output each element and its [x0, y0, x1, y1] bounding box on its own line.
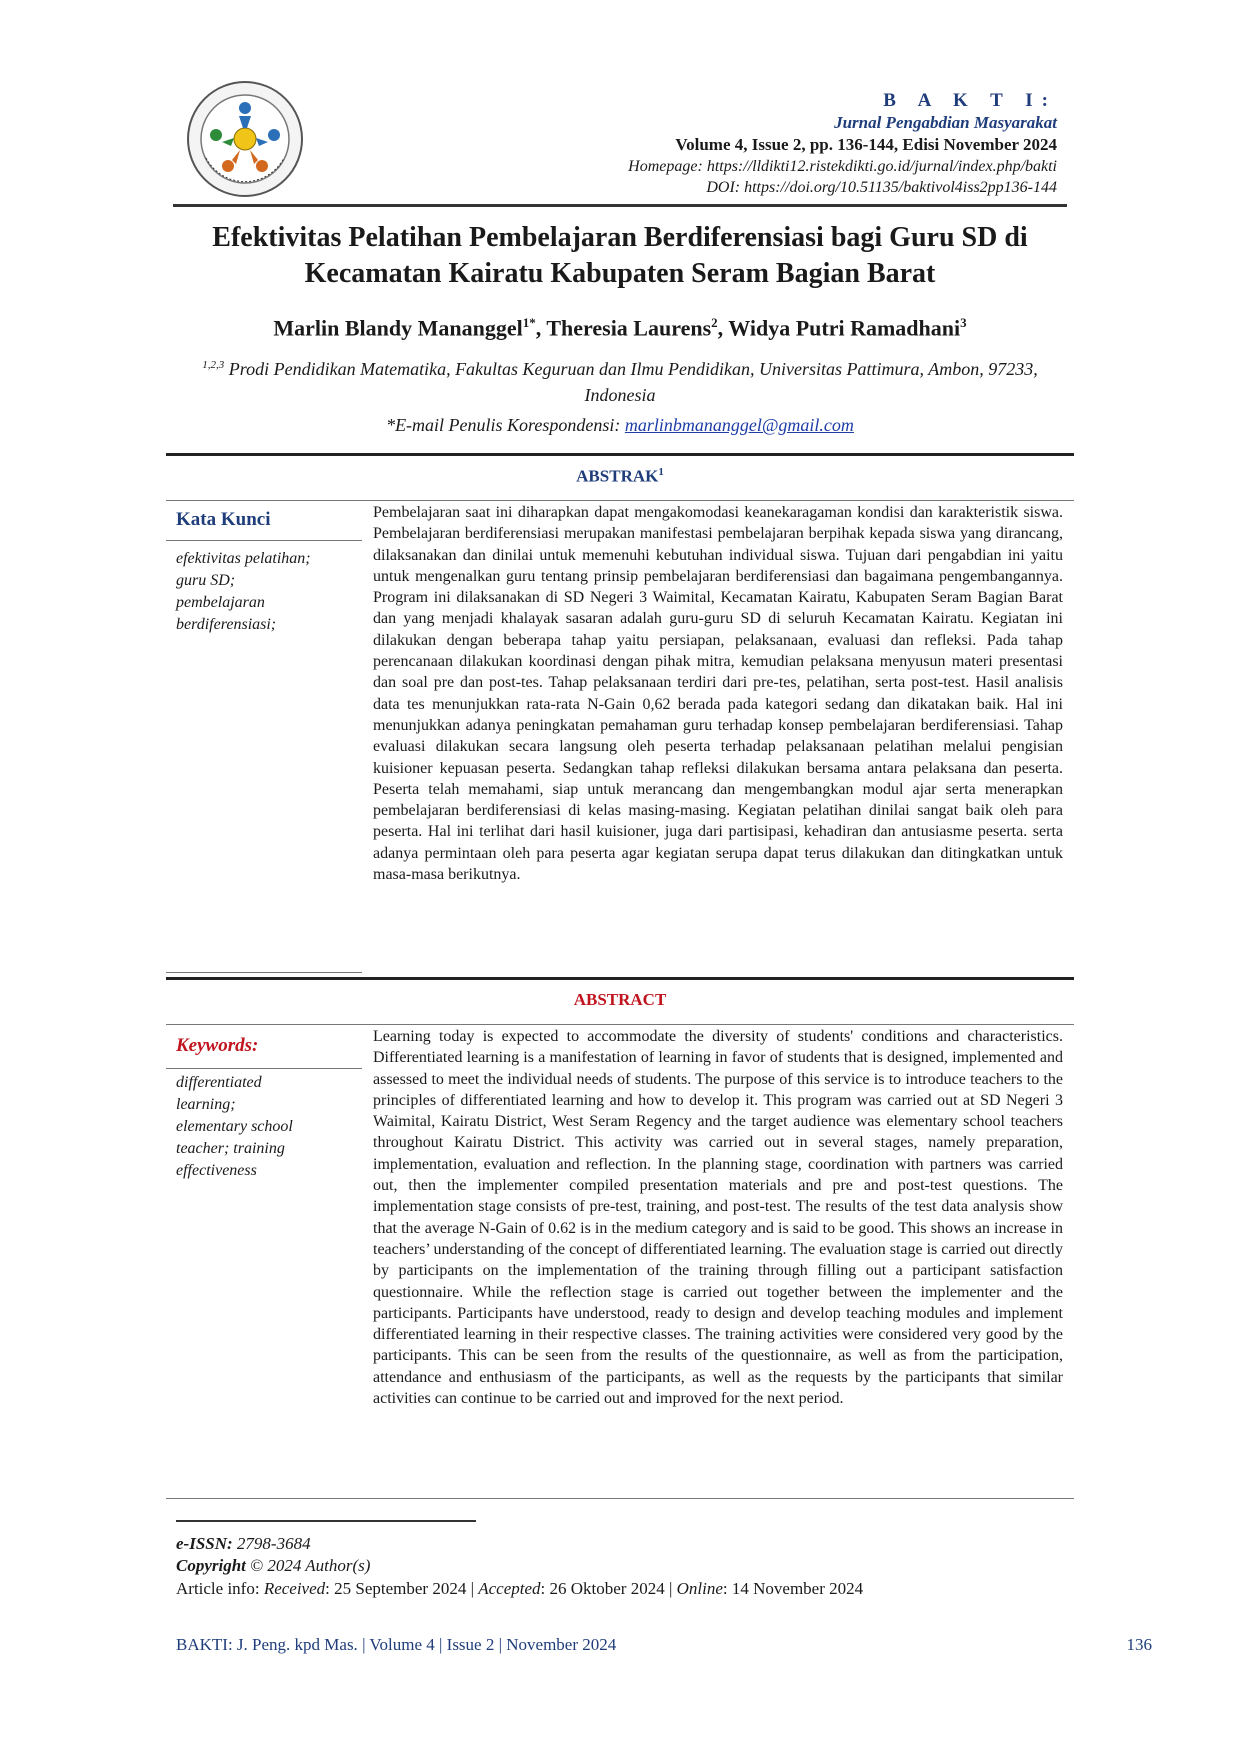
correspondence-email-link[interactable]: marlinbmananggel@gmail.com — [624, 415, 854, 435]
keywords-list — [176, 1072, 356, 1182]
received-label: Received — [263, 1579, 326, 1598]
journal-subtitle: Jurnal Pengabdian Masyarakat — [834, 113, 1057, 132]
abstract-body: Learning today is expected to accommodate the diversity of students' conditions and characteristics. Differentiated learning is a manifestation of learning in favor of students that is designed, implemented and assessed to meet the individual needs of students. The purpose of this service is to introduce teachers to the principles of differentiated learning and how to develop it. This program was carried out at SD Negeri 3 Waimital, Kairatu District, West Seram Regency and the target audience was elementary school teachers throughout Kairatu District. This activity was carried out in several stages, namely preparation, implementation, evaluation and reflection. In the planning stage, coordination with partners was carried out, then the implementer compiled presentation materials and pre and post-test questions. The implementation stage consists of pre-test, training, and post-test. The results of the test data analysis show that the average N-Gain of 0.62 is in the medium category and is said to be good. This shows an increase in teachers’ understanding of the concept of differentiated learning. The evaluation stage is carried out directly by participants on the implementation of the training through filling out a participant satisfaction questionnaire. While the reflection stage is carried out together between the implementer and the participants. Participants have understood, ready to design and develop teaching modules and implement differentiated learning in their respective classes. The training activities were considered very good by the participants. This can be seen from the results of the questionnaire, as well as from the participation, attendance and enthusiasm of the participants, as well as the requests by the participants that similar activities can continue to be carried out and improved for the next period. — [373, 1028, 1063, 1408]
footer-volume: Volume 4 — [369, 1635, 435, 1654]
keyword-item: differentiated — [176, 1074, 262, 1091]
journal-name: B A K T I: — [883, 90, 1057, 111]
doi-link[interactable]: DOI: https://doi.org/10.51135/baktivol4iss2pp136-144 — [706, 179, 1057, 196]
author-list: Marlin Blandy Mananggel$^{1*}$, Theresia Laurens$^2$, Widya Putri Ramadhani$^3$ — [273, 315, 967, 341]
article-info-label: Article info: — [176, 1579, 260, 1598]
kata-kunci-label: Kata Kunci — [176, 509, 271, 530]
kata-kunci-list — [176, 548, 356, 636]
article-info-line — [176, 1578, 863, 1600]
info-separator: | — [470, 1579, 474, 1598]
keyword-item: guru SD; — [176, 572, 236, 589]
keywords-label: Keywords: — [176, 1035, 259, 1056]
homepage-link[interactable]: Homepage: https://lldikti12.ristekdikti.go.id/jurnal/index.php/bakti — [628, 158, 1057, 175]
online-label: Online — [676, 1579, 723, 1598]
abstract-head-rule — [166, 1024, 1074, 1025]
author-name: Widya Putri Ramadhani — [728, 315, 961, 341]
abstrak-top-rule — [166, 453, 1074, 456]
footnote-divider — [176, 1520, 476, 1522]
author-sup: 1* — [522, 315, 536, 330]
keyword-item: teacher; training — [176, 1140, 285, 1157]
footer-date: November 2024 — [506, 1635, 617, 1654]
abstrak-head-rule — [166, 500, 1074, 501]
keyword-item: pembelajaran — [176, 594, 265, 611]
footer-separator: | — [439, 1635, 443, 1654]
info-separator: | — [668, 1579, 673, 1598]
issn-value: 2798-3684 — [236, 1534, 311, 1553]
page-footer — [176, 1635, 1152, 1655]
keyword-item: berdiferensiasi; — [176, 616, 277, 633]
abstrak-heading-sup: 1 — [658, 466, 664, 478]
copyright-label: Copyright — [176, 1556, 246, 1575]
page-number: 136 — [1126, 1635, 1152, 1654]
received-value: : 25 September 2024 — [325, 1579, 467, 1598]
footer-journal-ref: BAKTI: J. Peng. kpd Mas. — [176, 1635, 358, 1654]
online-value: : 14 November 2024 — [722, 1579, 864, 1598]
issn-label: e-ISSN: — [176, 1534, 233, 1553]
abstrak-bottom-rule — [166, 972, 362, 973]
keyword-item: efektivitas pelatihan; — [176, 550, 311, 567]
abstrak-heading-text: ABSTRAK — [576, 466, 659, 486]
footer-separator: | — [498, 1635, 503, 1654]
affiliation-text: Prodi Pendidikan Matematika, Fakultas Keguruan dan Ilmu Pendidikan, Universitas Pattimura, Ambon, 97233, Indonesia — [228, 359, 1038, 405]
author-name: Theresia Laurens — [546, 315, 712, 341]
accepted-label: Accepted — [478, 1579, 541, 1598]
abstract-bottom-rule — [166, 1498, 1074, 1499]
author-sup: 2 — [711, 315, 718, 330]
keyword-item: learning; — [176, 1096, 236, 1113]
correspondence — [173, 412, 1067, 438]
volume-line: Volume 4, Issue 2, pp. 136-144, Edisi November 2024 — [675, 135, 1057, 154]
author-name: Marlin Blandy Mananggel — [273, 315, 523, 341]
abstract-top-rule — [166, 977, 1074, 980]
issn-line — [176, 1533, 311, 1555]
correspondence-label: *E-mail Penulis Korespondensi: — [386, 415, 621, 435]
abstrak-heading — [166, 466, 1074, 487]
copyright-line — [176, 1555, 370, 1577]
affiliation-sup: 1,2,3 — [202, 359, 225, 371]
footer-issue: Issue 2 — [446, 1635, 495, 1654]
author-sup: 3 — [960, 315, 967, 330]
keywords-rule — [166, 1068, 362, 1069]
abstract-heading: ABSTRACT — [573, 990, 667, 1009]
accepted-value: : 26 Oktober 2024 — [540, 1579, 665, 1598]
footer-separator: | — [362, 1635, 366, 1654]
keyword-item: elementary school — [176, 1118, 293, 1135]
journal-logo-icon — [186, 80, 304, 198]
copyright-value: © 2024 Author(s) — [250, 1556, 371, 1575]
kata-kunci-rule — [166, 540, 362, 541]
journal-header — [437, 90, 1057, 198]
keyword-item: effectiveness — [176, 1162, 257, 1179]
header-divider — [173, 204, 1067, 207]
affiliation — [173, 352, 1067, 408]
abstrak-body: Pembelajaran saat ini diharapkan dapat mengakomodasi keanekaragaman kondisi dan karakteristik siswa. Pembelajaran berdiferensiasi merupakan manifestasi pembelajaran berpihak kepada siswa yang dirancang, dilaksanakan dan dinilai untuk memenuhi kebutuhan individual siswa. Tujuan dari pengabdian ini yaitu untuk mengenalkan guru tentang prinsip pembelajaran berdiferensiasi dan bagaimana pengembangannya. Program ini dilaksanakan di SD Negeri 3 Waimital, Kecamatan Kairatu, Kabupaten Seram Bagian Barat dan yang menjadi khalayak sasaran adalah guru-guru SD di seluruh Kecamatan Kairatu. Kegiatan ini dilakukan dengan beberapa tahap yaitu persiapan, pelaksanaan, evaluasi dan refleksi. Pada tahap perencanaan dilakukan koordinasi dengan pihak mitra, kemudian pelaksana menyusun materi presentasi dan soal pre dan post-tes. Tahap pelaksanaan terdiri dari pre-tes, pelatihan, serta post-test. Hasil analisis data tes menunjukkan rata-rata N-Gain 0,62 berada pada kategori sedang dan dikatakan baik. Hal ini menunjukkan adanya peningkatan pemahaman guru terhadap konsep pembelajaran berdiferensiasi. Tahap evaluasi dilakukan secara langsung oleh peserta terhadap pelaksanaan pelatihan melalui pengisian kuisioner kepuasan peserta. Sedangkan tahap refleksi dilakukan bersama antara pelaksana dan peserta. Peserta telah memahami, siap untuk merancang dan mengembangkan modul ajar serta menerapkan pembelajaran berdiferensiasi di kelas masing-masing. Kegiatan pelatihan dinilai sangat baik oleh para peserta. Hal ini terlihat dari hasil kuisioner, juga dari partisipasi, kehadiran dan antusiasme peserta. serta adanya permintaan oleh para peserta agar kegiatan serupa dapat terus dilakukan dan ditingkatkan untuk masa-masa berikutnya. — [373, 504, 1063, 884]
paper-title: Efektivitas Pelatihan Pembelajaran Berdiferensiasi bagi Guru SD di Kecamatan Kairatu Kabupaten Seram Bagian Barat — [212, 222, 1028, 289]
